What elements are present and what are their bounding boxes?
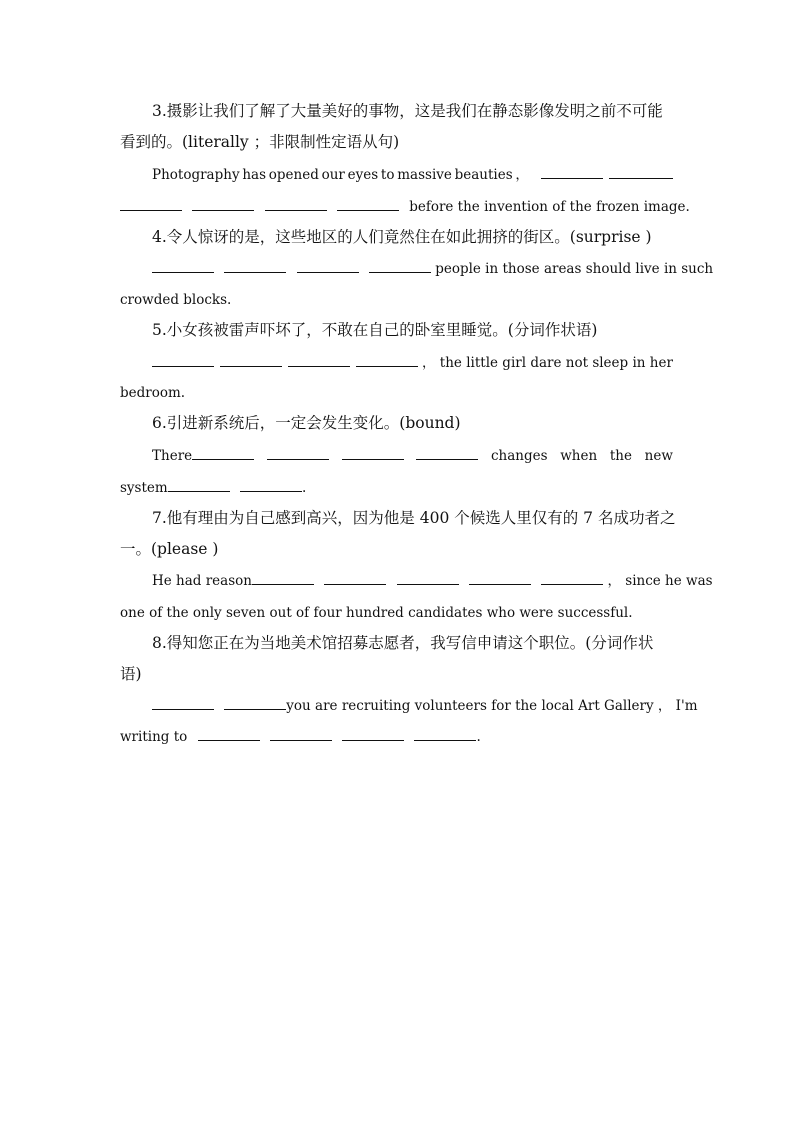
- q8-chinese-line-1: 8.得知您正在为当地美术馆招募志愿者，我写信申请这个职位。(分词作状: [152, 634, 654, 652]
- q6-word: when: [560, 448, 598, 464]
- q5-english-line-1: [152, 350, 673, 376]
- q5-word: dare: [530, 355, 562, 371]
- q8-sentence-head: writing to: [120, 729, 188, 745]
- q5-word: girl: [502, 355, 527, 371]
- q7-chinese-line-2: 一。(please ): [120, 540, 219, 558]
- answer-blank[interactable]: [198, 726, 260, 741]
- answer-blank[interactable]: [224, 695, 286, 710]
- answer-blank[interactable]: [609, 164, 673, 179]
- q8-sentence-tail: you are recruiting volunteers for the local Art Gallery ， I'm: [286, 698, 698, 714]
- answer-blank[interactable]: [324, 570, 386, 585]
- answer-blank[interactable]: [337, 196, 399, 211]
- q6-word-there: There: [152, 448, 193, 464]
- q3-english-line-1: [152, 162, 673, 188]
- q4-english-line-2: crowded blocks.: [120, 292, 232, 308]
- answer-blank[interactable]: [342, 726, 404, 741]
- q4-sentence-tail: people in those areas should live in such: [435, 261, 714, 277]
- q5-word: the: [439, 355, 462, 371]
- q3-word: massive: [397, 167, 452, 183]
- q4-chinese-line: 4.令人惊讶的是，这些地区的人们竟然住在如此拥挤的街区。(surprise ): [152, 228, 652, 246]
- answer-blank[interactable]: [541, 570, 603, 585]
- q3-word: eyes: [347, 167, 379, 183]
- answer-blank[interactable]: [240, 477, 302, 492]
- answer-blank[interactable]: [342, 445, 404, 460]
- q3-word: ，: [515, 167, 529, 183]
- q3-word: our: [321, 167, 345, 183]
- q5-word: her: [649, 355, 673, 371]
- q3-sentence-tail: before the invention of the frozen image.: [409, 199, 690, 215]
- q6-word: changes: [490, 448, 548, 464]
- answer-blank[interactable]: [369, 258, 431, 273]
- q5-english-line-2: bedroom.: [120, 385, 186, 401]
- answer-blank[interactable]: [192, 196, 254, 211]
- answer-blank[interactable]: [267, 445, 329, 460]
- answer-blank[interactable]: [541, 164, 603, 179]
- q5-word: sleep: [592, 355, 629, 371]
- answer-blank[interactable]: [397, 570, 459, 585]
- q5-word: little: [466, 355, 498, 371]
- q5-word: in: [632, 355, 646, 371]
- q8-period: .: [476, 729, 481, 745]
- answer-blank[interactable]: [192, 445, 254, 460]
- q4-english-line-1: [152, 256, 713, 282]
- answer-blank[interactable]: [120, 196, 182, 211]
- q3-word: to: [380, 167, 395, 183]
- q6-word: new: [644, 448, 673, 464]
- q3-word: opened: [268, 167, 319, 183]
- q7-english-line-1: [152, 568, 713, 594]
- q8-chinese-line-2: 语): [120, 665, 142, 683]
- answer-blank[interactable]: [168, 477, 230, 492]
- q3-word: beauties: [454, 167, 513, 183]
- q6-english-line-1: [152, 443, 673, 469]
- answer-blank[interactable]: [220, 352, 282, 367]
- q6-english-line-2: [120, 475, 306, 501]
- answer-blank[interactable]: [224, 258, 286, 273]
- q3-english-line-2: [120, 194, 690, 220]
- answer-blank[interactable]: [152, 258, 214, 273]
- q5-chinese-line: 5.小女孩被雷声吓坏了，不敢在自己的卧室里睡觉。(分词作状语): [152, 321, 598, 339]
- q3-chinese-line-1: 3.摄影让我们了解了大量美好的事物，这是我们在静态影像发明之前不可能: [152, 102, 663, 120]
- q5-word: ，: [422, 355, 436, 371]
- answer-blank[interactable]: [152, 695, 214, 710]
- q6-chinese-line: 6.引进新系统后，一定会发生变化。(bound): [152, 414, 461, 432]
- answer-blank[interactable]: [356, 352, 418, 367]
- q6-word-system: system: [120, 480, 168, 496]
- answer-blank[interactable]: [416, 445, 478, 460]
- q7-sentence-head: He had reason: [152, 573, 252, 589]
- answer-blank[interactable]: [152, 352, 214, 367]
- answer-blank[interactable]: [270, 726, 332, 741]
- q5-word: not: [565, 355, 589, 371]
- answer-blank[interactable]: [265, 196, 327, 211]
- answer-blank[interactable]: [469, 570, 531, 585]
- answer-blank[interactable]: [297, 258, 359, 273]
- q3-word: has: [242, 167, 266, 183]
- answer-blank[interactable]: [414, 726, 476, 741]
- q8-english-line-1: [152, 693, 698, 719]
- q6-word: the: [609, 448, 632, 464]
- q7-english-line-2: one of the only seven out of four hundred candidates who were successful.: [120, 605, 633, 621]
- q3-word: Photography: [152, 167, 240, 183]
- q3-chinese-line-2: 看到的。(literally ；非限制性定语从句): [120, 133, 400, 151]
- answer-blank[interactable]: [252, 570, 314, 585]
- q6-period: .: [302, 480, 307, 496]
- q7-sentence-tail: ， since he was: [607, 573, 713, 589]
- q7-chinese-line-1: 7.他有理由为自己感到高兴，因为他是 400 个候选人里仅有的 7 名成功者之: [152, 509, 676, 527]
- q8-english-line-2: [120, 724, 481, 750]
- answer-blank[interactable]: [288, 352, 350, 367]
